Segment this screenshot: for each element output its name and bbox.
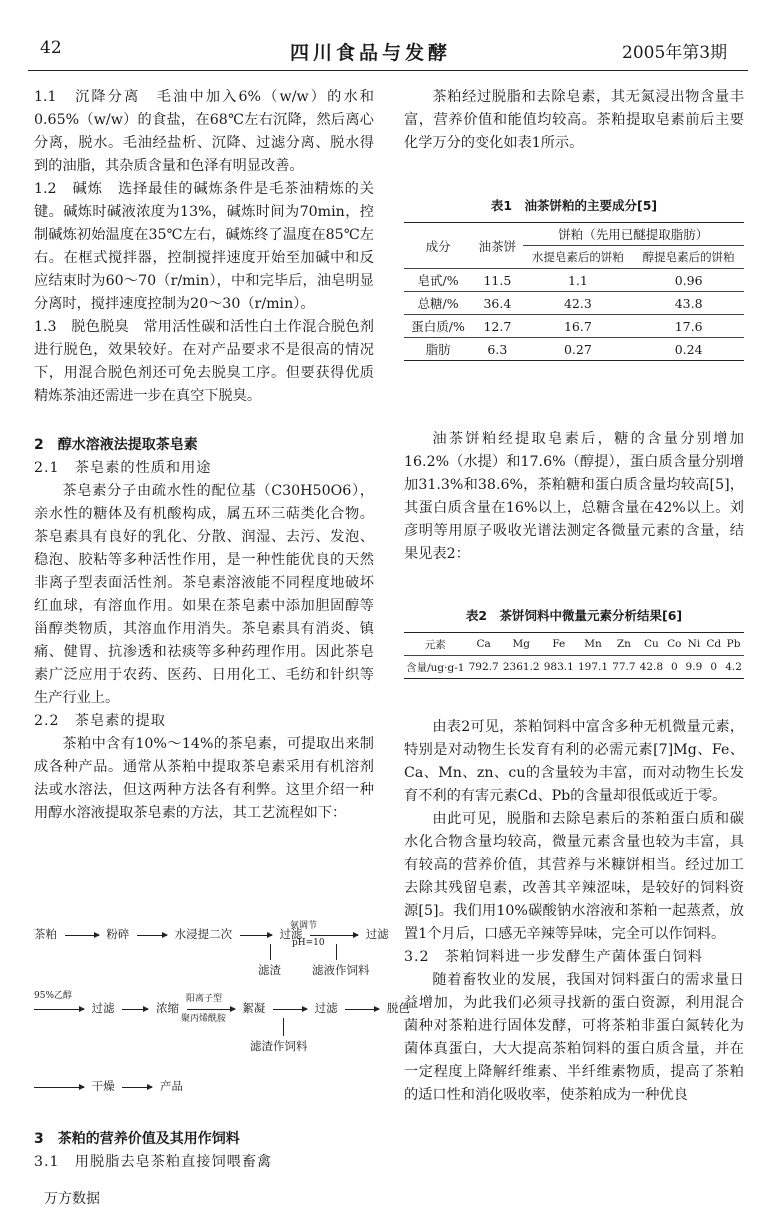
table1-header-component: 成分 <box>404 223 472 269</box>
flow-node: 干燥 <box>91 1079 115 1093</box>
table-cell: 脂肪 <box>425 342 451 357</box>
table-cell: 17.6 <box>633 315 744 338</box>
flow-arrow <box>137 935 167 936</box>
flow-pam-label: 聚丙烯酰胺 <box>181 1014 227 1024</box>
table-header-cell: Zn <box>610 633 638 656</box>
flow-down-line <box>283 1018 284 1036</box>
table-cell: 皂甙/% <box>404 269 472 292</box>
left-column-bottom <box>34 1128 374 1174</box>
flow-node: 水浸提二次 <box>174 927 233 941</box>
left-column <box>34 86 374 825</box>
flow-node: 脱色 <box>386 1001 410 1015</box>
table-cell: 197.1 <box>577 661 609 673</box>
flow-filtrate-feed: 滤液作饲料 <box>312 963 370 977</box>
paragraph-table2-discussion: 由表2可见，茶粕饲料中富含多种无机微量元素，特别是对动物生长发育有利的必需元素[7]Mg、Fe、Ca、Mn、zn、cu的含量较为丰富，而对动物生长发育不利的有害元素Cd、Pb的含量却很低或近于零。 <box>404 719 744 804</box>
flow-adjust-label: 氨调节 <box>290 921 318 931</box>
table-header-cell: Fe <box>542 633 576 656</box>
section-3-1-heading: 3.1 用脱脂去皂茶粕直接饲喂畜禽 <box>34 1154 273 1170</box>
issue-label: 2005年第3期 <box>622 43 728 63</box>
table-cell: 42.3 <box>523 292 634 315</box>
table-cell: 0 <box>710 661 718 673</box>
table-header-cell: Mg <box>501 633 542 656</box>
flow-arrow <box>345 1009 379 1010</box>
table1-caption: 表1 油茶饼粕的主要成分[5] <box>490 198 658 213</box>
table1-header-alcohol: 醇提皂素后的饼粕 <box>633 246 744 269</box>
table-cell: 0.24 <box>674 341 703 357</box>
flow-residue-feed: 滤渣作饲料 <box>250 1039 308 1053</box>
flow-row-1 <box>34 926 389 942</box>
flow-arrow <box>34 1087 84 1088</box>
table-header-cell: 元素 <box>404 633 467 656</box>
table1-header-group: 饼粕（先用已醚提取脂肪） <box>523 223 744 246</box>
table2 <box>404 632 744 679</box>
section-3-2-body: 随着畜牧业的发展，我国对饲料蛋白的需求量日益增加，为此我们必须寻找新的蛋白资源，利用混合菌种对茶粕进行固体发酵，可将茶粕非蛋白氮转化为菌体真蛋白，大大提高茶粕饲料的蛋白质含量，并在一定程度上降解纤维素、半纤维素物质，提高了茶粕的适口性和消化吸收率，使茶粕成为一种优良 <box>404 972 744 1103</box>
table1-header-meal: 油茶饼 <box>472 223 522 269</box>
table-cell: 0.96 <box>633 269 744 292</box>
flow-arrow <box>240 935 272 936</box>
section-2-2-heading: 2.2 茶皂素的提取 <box>34 713 166 729</box>
table-row <box>404 338 744 361</box>
flow-node: 过滤 <box>365 927 389 941</box>
flow-arrow <box>34 1009 84 1010</box>
table-cell: 含量/ug·g-1 <box>406 661 465 674</box>
table-header-cell: Co <box>665 633 683 656</box>
table-cell: 4.2 <box>725 661 742 673</box>
right-column-bottom <box>404 716 744 1107</box>
section-1-2: 1.2 碱炼 选择最佳的碱炼条件是毛茶油精炼的关键。碱炼时碱液浓度为13%，碱炼时间为70min，控制碱炼初始温度在35℃左右，碱炼终了温度在85℃左右。在框式搅拌器，控制搅拌速度开始至加碱中和反应结束时为60～70（r/min），中和完毕后，油皂明显分离时，搅拌速度控制为20～30（r/min）。 <box>34 181 374 312</box>
flow-down-line <box>270 944 271 960</box>
table-cell: 792.7 <box>468 661 499 673</box>
table-cell: 6.3 <box>487 341 508 357</box>
paragraph-nutrition: 由此可见，脱脂和去除皂素后的茶粕蛋白质和碳水化合物含量均较高，微量元素含量也较为丰富，具有较高的营养价值，其营养与米糠饼相当。经过加工去除其残留皂素，改善其辛辣涩味，是较好的饲料资源[5]。我们用10%碳酸钠水溶液和茶粕一起蒸煮，放置1个月后，口感无辛辣等异味，完全可以作饲料。 <box>404 811 744 942</box>
table-header-cell: Cd <box>704 633 723 656</box>
flow-arrow <box>122 1009 148 1010</box>
table-cell: 2361.2 <box>502 661 540 673</box>
section-2-heading: 2 醇水溶液法提取茶皂素 <box>34 437 198 453</box>
flow-down-line <box>336 944 337 960</box>
section-3-2-heading: 3.2 茶粕饲料进一步发酵生产菌体蛋白饲料 <box>404 949 703 965</box>
header-rule <box>28 70 748 71</box>
table-cell: 0.27 <box>563 341 592 357</box>
flow-arrow <box>310 935 358 936</box>
page-number: 42 <box>40 38 62 58</box>
right-column-top <box>404 86 744 155</box>
table-row <box>404 269 744 292</box>
flow-row-3 <box>34 1078 183 1094</box>
table-cell: 983.1 <box>543 661 574 673</box>
table-cell: 77.7 <box>612 661 636 673</box>
section-2-2-body: 茶粕中含有10%～14%的茶皂素，可提取出来制成各种产品。通常从茶粕中提取茶皂素采用有机溶剂法或水溶法，但这两种方法各有利弊。这里介绍一种用醇水溶液提取茶皂素的方法，其工艺流程如下： <box>34 736 374 821</box>
right-column-mid <box>404 428 744 566</box>
section-2-1-heading: 2.1 茶皂素的性质和用途 <box>34 460 212 476</box>
table-cell: 9.9 <box>685 661 703 673</box>
section-3-heading: 3 茶粕的营养价值及其用作饲料 <box>34 1131 240 1147</box>
table-cell: 12.7 <box>472 315 522 338</box>
flow-residue: 滤渣 <box>258 963 281 977</box>
table-header-cell: Pb <box>723 633 744 656</box>
section-2-1-body: 茶皂素分子由疏水性的配位基（C30H50O6），亲水性的糖体及有机酸构成，属五环三萜类化合物。茶皂素具有良好的乳化、分散、润湿、去污、发泡、稳泡、胶粘等多种活性作用，是一种性能优良的天然非离子型表面活性剂。茶皂素溶液能不同程度地破坏红血球，有溶血作用。如果在茶皂素中添加胆固醇等甾醇类物质，其溶血作用消失。茶皂素具有消炎、镇痛、健胃、抗渗透和祛痰等多种药理作用。因此茶皂素广泛应用于农药、医药、日用化工、毛纺和针织等生产行业上。 <box>34 483 374 706</box>
table-cell: 43.8 <box>633 292 744 315</box>
table-header-cell: Ni <box>684 633 705 656</box>
table-cell: 36.4 <box>472 292 522 315</box>
table-header-cell: Mn <box>576 633 610 656</box>
paragraph-intro: 茶粕经过脱脂和去除皂素，其无氮浸出物含量丰富，营养价值和能值均较高。茶粕提取皂素前后主要化学万分的变化如表1所示。 <box>404 89 744 151</box>
table2-caption: 表2 茶饼饲料中微量元素分析结果[6] <box>465 608 683 623</box>
table-header-cell: Cu <box>638 633 666 656</box>
table-cell: 1.1 <box>523 269 634 292</box>
flow-node: 絮凝 <box>242 1001 266 1015</box>
table-cell: 总糖/% <box>404 292 472 315</box>
flow-ph-label: pH=10 <box>292 938 325 948</box>
flow-ethanol-label: 95%乙醇 <box>34 991 73 1001</box>
section-1-1: 1.1 沉降分离 毛油中加入6%（w/w）的水和0.65%（w/w）的食盐，在68℃左右沉降，然后离心分离，脱水。毛油经盐析、沉降、过滤分离、脱水得到的油脂，其杂质含量和色泽有明显改善。 <box>34 89 374 174</box>
table-row <box>404 656 744 679</box>
watermark: 万方数据 <box>44 1191 100 1207</box>
flow-node: 浓缩 <box>155 1001 179 1015</box>
table1 <box>404 222 744 361</box>
table-cell: 11.5 <box>472 269 522 292</box>
table-header-cell: Ca <box>467 633 501 656</box>
table-header-row <box>404 633 744 656</box>
table-cell: 16.7 <box>523 315 634 338</box>
journal-title: 四川食品与发酵 <box>290 42 452 64</box>
flow-arrow <box>65 935 99 936</box>
table-cell: 42.8 <box>639 661 664 673</box>
flow-node: 产品 <box>159 1079 183 1093</box>
flow-node: 过滤 <box>91 1001 115 1015</box>
table-cell: 蛋白质/% <box>404 315 472 338</box>
flow-arrow <box>273 1009 307 1010</box>
flow-node: 过滤 <box>314 1001 338 1015</box>
flow-node: 茶粕 <box>34 927 57 941</box>
table-cell: 0 <box>670 661 678 673</box>
table-row <box>404 315 744 338</box>
flow-node: 过滤 <box>279 927 303 941</box>
section-1-3: 1.3 脱色脱臭 常用活性碳和活性白土作混合脱色剂进行脱色，效果较好。在对产品要求不是很高的情况下，用混合脱色剂还可免去脱臭工序。但要获得优质精炼茶油还需进一步在真空下脱臭。 <box>34 319 374 404</box>
table-row <box>404 292 744 315</box>
table1-header-water: 水提皂素后的饼粕 <box>523 246 634 269</box>
flow-resin-label: 阳离子型 <box>186 994 223 1004</box>
flow-arrow <box>187 1009 235 1010</box>
flow-node: 粉碎 <box>106 927 130 941</box>
paragraph-results: 油茶饼粕经提取皂素后，糖的含量分别增加16.2%（水提）和17.6%（醇提），蛋白质含量分别增加31.3%和38.6%，茶粕糖和蛋白质含量均较高[5]，其蛋白质含量在16%以上，总糖含量在42%以上。刘彦明等用原子吸收光谱法测定各微量元素的含量，结果见表2： <box>404 431 744 562</box>
flow-arrow <box>122 1087 152 1088</box>
